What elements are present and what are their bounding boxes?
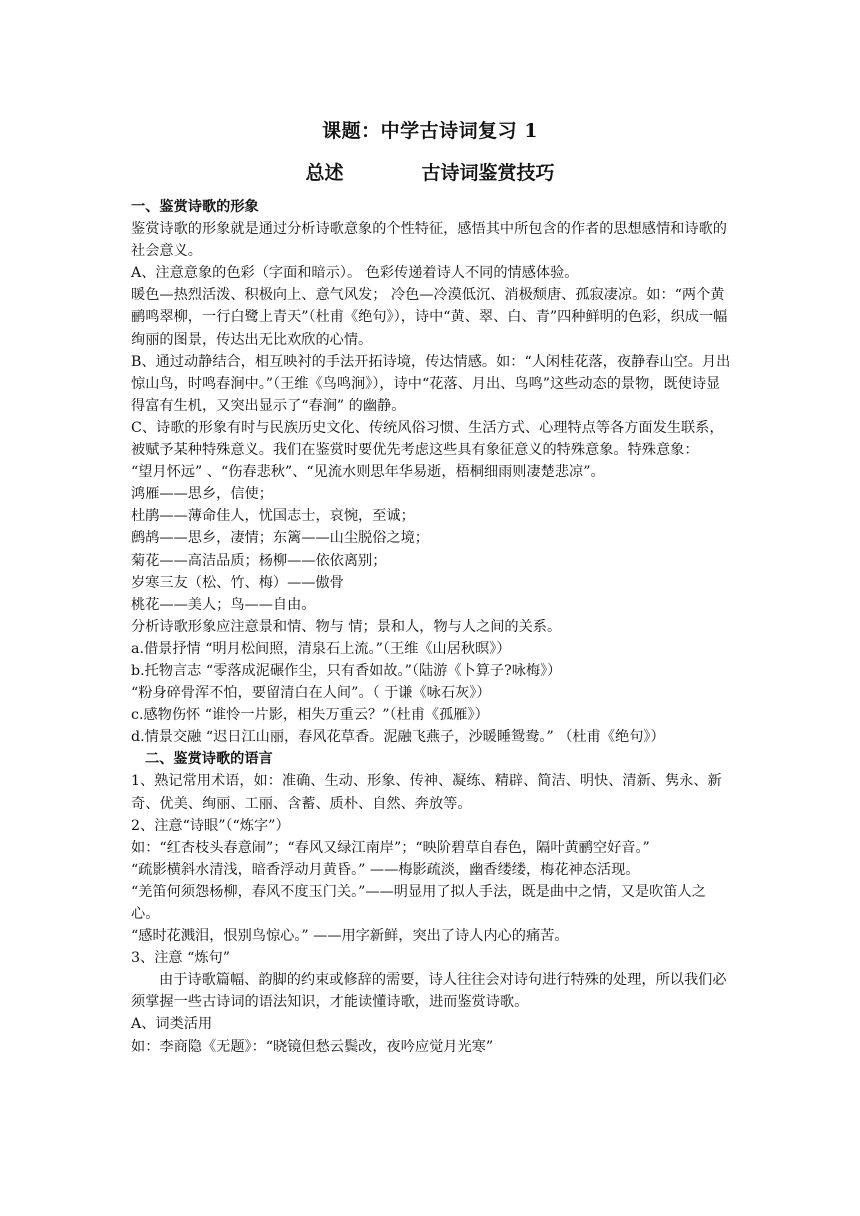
paragraph: 暖色—热烈活泼、积极向上、意气风发； 冷色—冷漠低沉、消极颓唐、孤寂凄凉。如：“两个黄鹂鸣翠柳，一行白鹭上青天”（杜甫《绝句》），诗中“黄、翠、白、青”四种鲜明的色彩，织成一幅绚丽的图景，传达出无比欢欣的心情。 [131,287,728,348]
section-heading: 一、鉴赏诗歌的形象 [131,199,259,215]
list-item: b.托物言志 “零落成泥碾作尘，只有香如故。”（陆游《卜算子?咏梅》） [131,662,562,679]
paragraph: 3、注意 “炼句” [131,950,230,967]
list-item: “疏影横斜水清浅，暗香浮动月黄昏。” ——梅影疏淡，幽香缕缕，梅花神态活现。 [131,861,640,878]
paragraph: 分析诗歌形象应注意景和情、物与 情；景和人，物与人之间的关系。 [131,618,562,635]
list-item: “羌笛何须怨杨柳，春风不度玉门关。”——明显用了拟人手法，既是曲中之情，又是吹笛人之心。 [131,883,706,922]
subtitle-left: 总述 [305,162,344,184]
paragraph: 2、注意“诗眼”（“炼字”） [131,817,290,834]
list-item: d.情景交融 “迟日江山丽，春风花草香。泥融飞燕子，沙暖睡鸳鸯。” （杜甫《绝句》） [131,729,665,746]
page-title: 课题：中学古诗词复习 1 [322,120,538,142]
paragraph: B、通过动静结合，相互映衬的手法开拓诗境，传达情感。如：“人闲桂花落，夜静春山空。月出惊山鸟，时鸣春涧中。”（王维《鸟鸣涧》），诗中“花落、月出、鸟鸣”这些动态的景物，既使诗显得富有生机，又突出显示了“春涧” 的幽静。 [131,353,731,414]
subtitle-right: 古诗词鉴赏技巧 [421,162,555,184]
section-heading: 二、鉴赏诗歌的语言 [145,751,273,768]
page-subtitle [0,158,860,185]
list-item: 桃花——美人；鸟——自由。 [131,596,316,613]
list-item: “粉身碎骨浑不怕，要留清白在人间”。（ 于谦《咏石灰》） [131,685,491,702]
list-item: c.感物伤怀 “谁怜一片影，相失万重云？”（杜甫《孤雁》） [131,707,489,724]
list-item: 菊花——高洁品质；杨柳——依依离别； [131,552,387,569]
paragraph: 如：李商隐《无题》：“晓镜但愁云鬓改，夜吟应觉月光寒” [131,1038,494,1055]
paragraph: 1、熟记常用术语，如：准确、生动、形象、传神、凝练、精辟、简洁、明快、清新、隽永、新奇、优美、绚丽、工丽、含蓄、质朴、自然、奔放等。 [131,773,722,812]
list-item: 鸿雁——思乡，信使； [131,486,273,503]
paragraph: 由于诗歌篇幅、韵脚的约束或修辞的需要，诗人往往会对诗句进行特殊的处理，所以我们必须掌握一些古诗词的语法知识，才能读懂诗歌，进而鉴赏诗歌。 [131,972,727,1011]
list-item: 岁寒三友（松、竹、梅）——傲骨 [131,574,344,591]
list-item: 如：“红杏枝头春意闹”；“春风又绿江南岸”；“映阶碧草自春色，隔叶黄鹂空好音。” [131,839,650,856]
list-item: “感时花溅泪，恨别鸟惊心。” ——用字新鲜，突出了诗人内心的痛苦。 [131,928,569,945]
list-item: 杜鹃——薄命佳人，忧国志士，哀惋，至诚； [131,508,415,525]
list-item: a.借景抒情 “明月松间照，清泉石上流。”（王维《山居秋暝》） [131,640,511,657]
paragraph: “望月怀远” 、“伤春悲秋”、“见流水则思年华易逝，梧桐细雨则凄楚悲凉”。 [131,464,605,481]
paragraph: A、词类活用 [131,1016,213,1033]
paragraph: A、注意意象的色彩（字面和暗示）。 色彩传递着诗人不同的情感体验。 [131,265,579,282]
document-body [131,196,733,1058]
paragraph: C、诗歌的形象有时与民族历史文化、传统风俗习惯、生活方式、心理特点等各方面发生联系，被赋予某种特殊意义。我们在鉴赏时要优先考虑这些具有象征意义的特殊意象。特殊意象： [131,419,724,459]
paragraph: 鉴赏诗歌的形象就是通过分析诗歌意象的个性特征，感悟其中所包含的作者的思想感情和诗歌的社会意义。 [131,221,727,260]
list-item: 鹧鸪——思乡，凄情；东篱——山尘脱俗之境； [131,530,429,547]
